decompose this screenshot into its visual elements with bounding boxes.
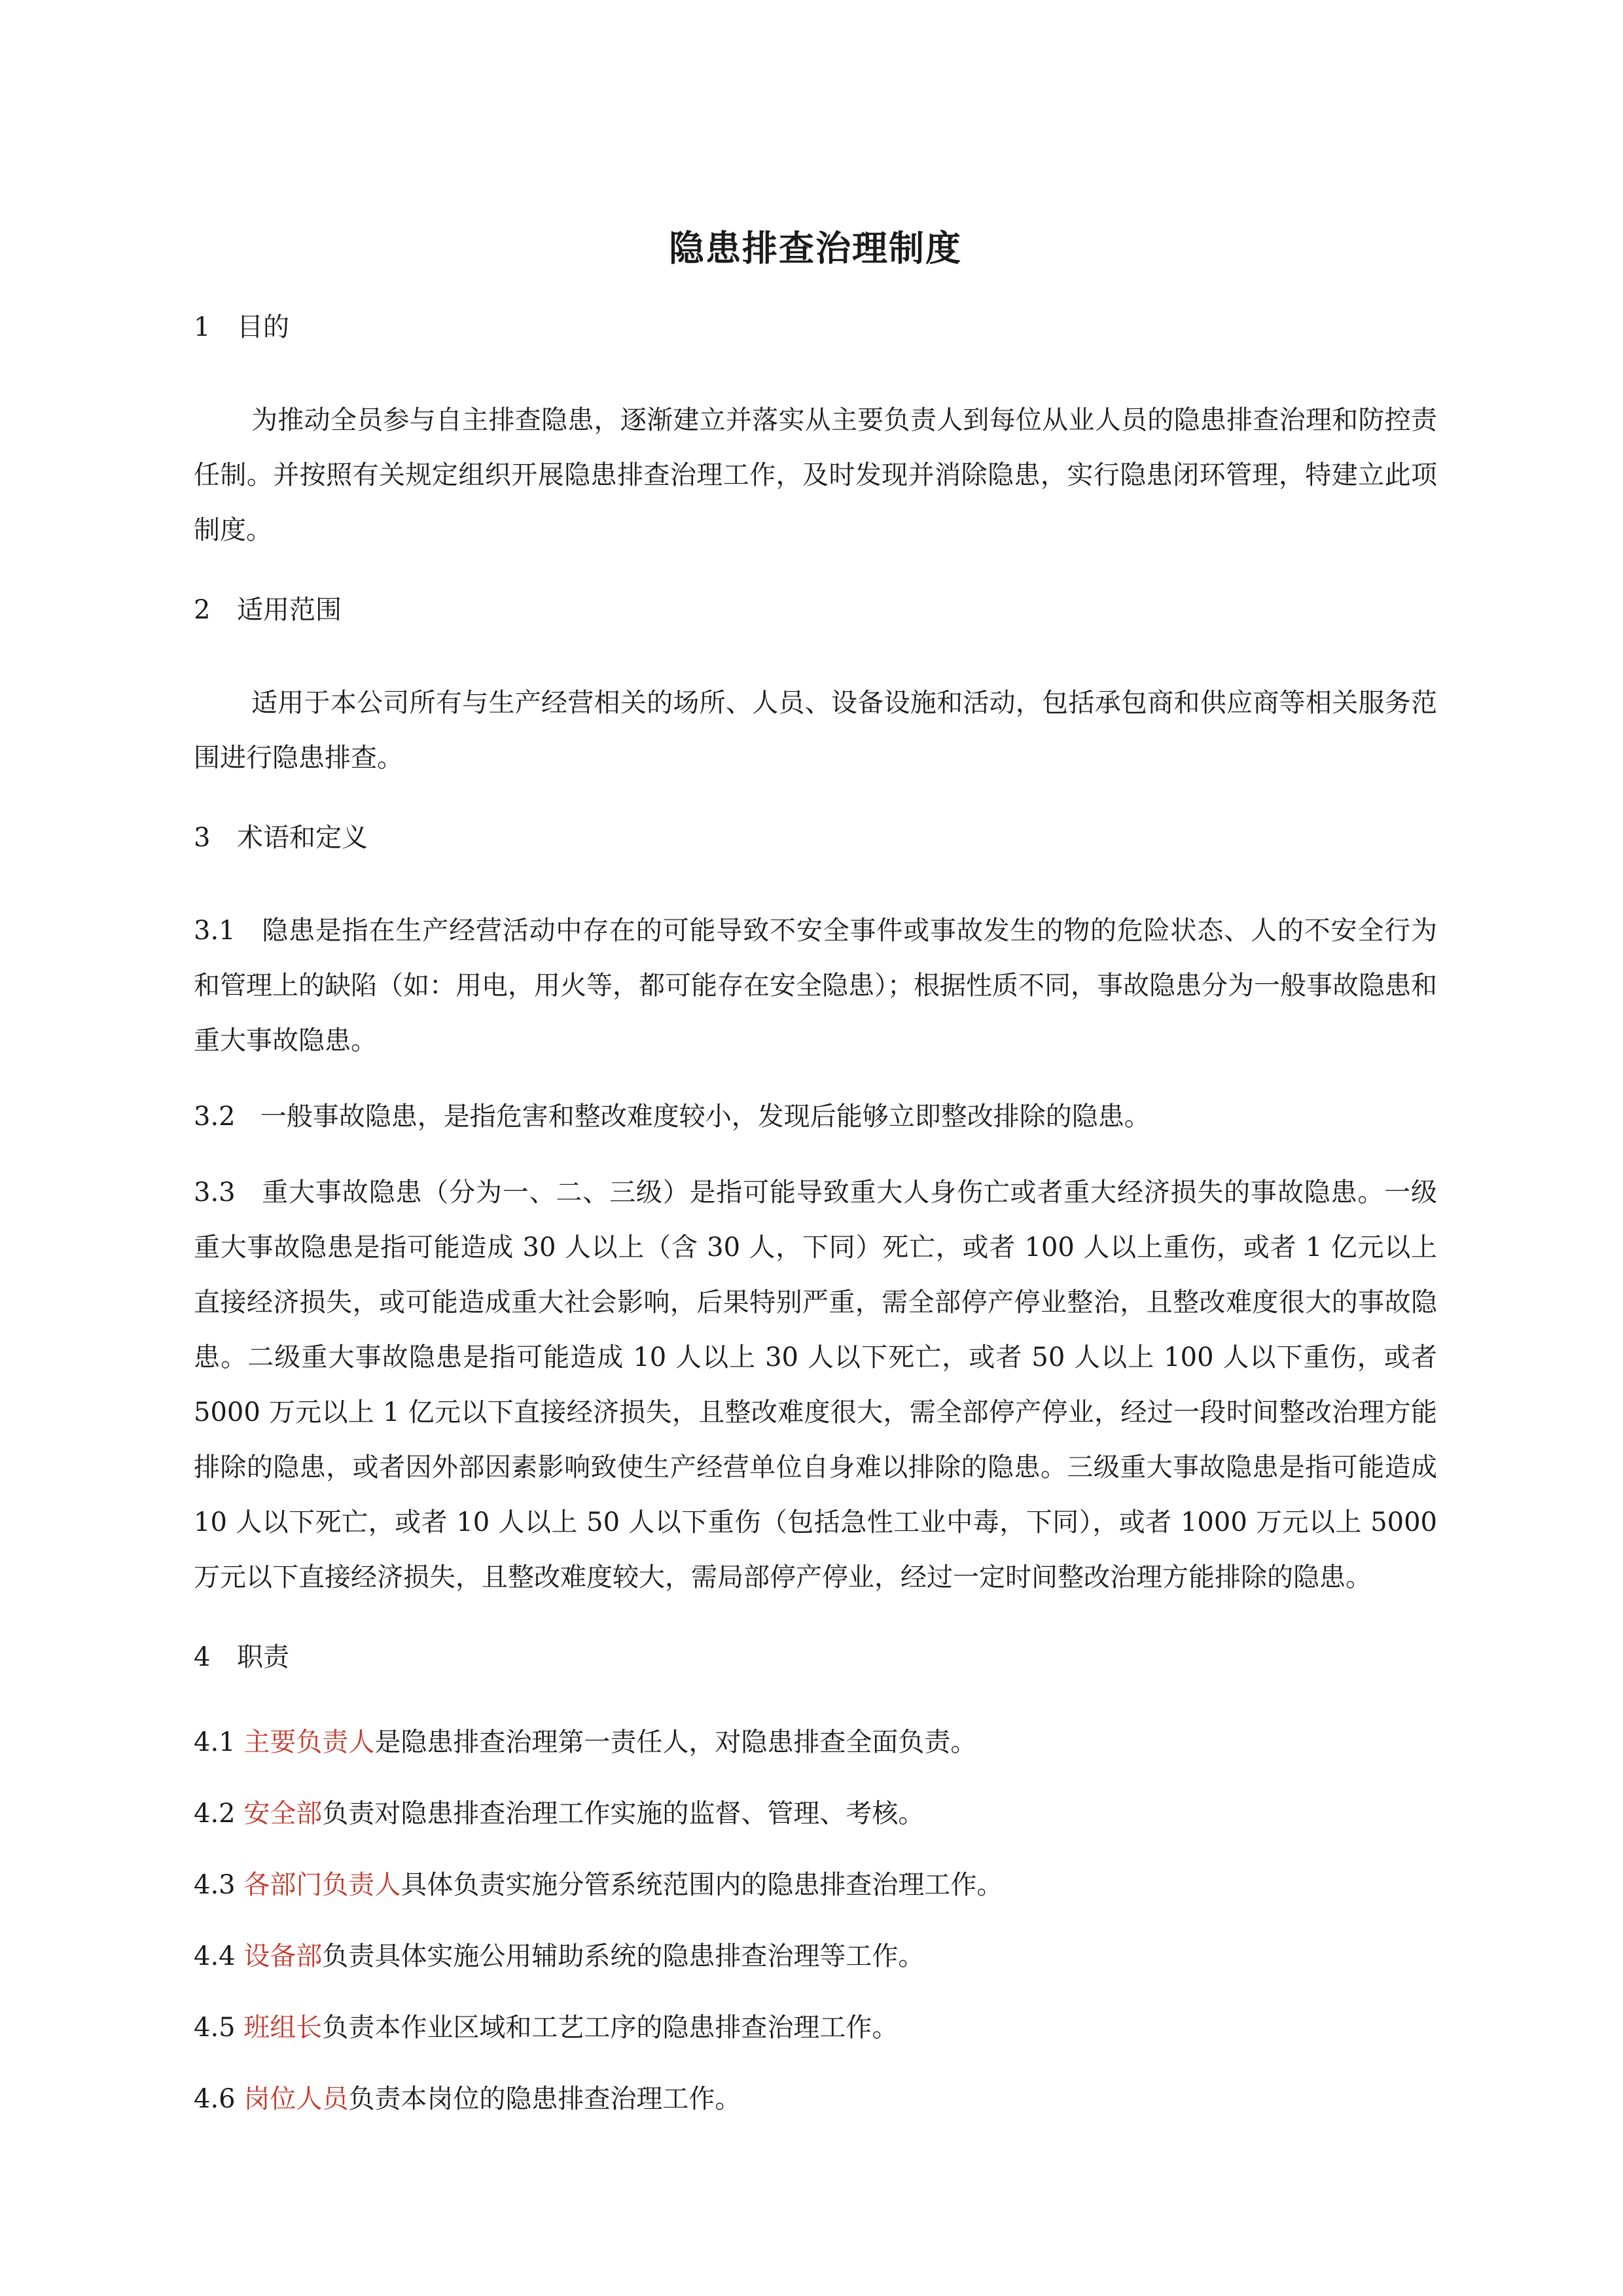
role-name: 班组长: [243, 2013, 323, 2043]
responsibility-item: [194, 1937, 1437, 1976]
role-duty: 负责具体实施公用辅助系统的隐患排查治理等工作。: [322, 1941, 925, 1971]
clause-number: 3.1: [194, 916, 236, 946]
clause-3-3: [194, 1165, 1437, 1605]
section-heading-purpose: [194, 308, 1437, 347]
section-number: 3: [194, 823, 211, 853]
role-name: 主要负责人: [243, 1727, 375, 1757]
section-number: 1: [194, 312, 211, 342]
role-name: 各部门负责人: [243, 1870, 401, 1900]
section-number: 2: [194, 595, 211, 625]
section-heading-terms: [194, 818, 1437, 857]
clause-number: 4.1: [194, 1727, 236, 1757]
section-title: 适用范围: [237, 595, 342, 625]
role-duty: 负责对隐患排查治理工作实施的监督、管理、考核。: [322, 1799, 925, 1829]
section-heading-scope: [194, 590, 1437, 630]
clause-text: 重大事故隐患（分为一、二、三级）是指可能导致重大人身伤亡或者重大经济损失的事故隐患。一级重大事故隐患是指可能造成 30 人以上（含 30 人，下同）死亡，或者 100 人以上重伤，或者 1 亿元以上直接经济损失，或可能造成重大社会影响，后果特别严重，需全部停产停业整治，且整改难度很大的事故隐患。二级重大事故隐患是指可能造成 10 人以上 30 人以下死亡，或者 50 人以上 100 人以下重伤，或者 5000 万元以上 1 亿元以下直接经济损失，且整改难度很大，需全部停产停业，经过一段时间整改治理方能排除的隐患，或者因外部因素影响致使生产经营单位自身难以排除的隐患。三级重大事故隐患是指可能造成 10 人以下死亡，或者 10 人以上 50 人以下重伤（包括急性工业中毒，下同），或者 1000 万元以上 5000 万元以下直接经济损失，且整改难度较大，需局部停产停业，经过一定时间整改治理方能排除的隐患。: [194, 1177, 1437, 1592]
role-name: 安全部: [243, 1799, 323, 1829]
clause-text: 一般事故隐患，是指危害和整改难度较小，发现后能够立即整改排除的隐患。: [260, 1102, 1150, 1132]
section-title: 目的: [237, 312, 289, 342]
clause-number: 4.2: [194, 1799, 236, 1829]
clause-number: 4.5: [194, 2013, 236, 2043]
role-name: 岗位人员: [243, 2084, 349, 2114]
responsibility-item: [194, 1865, 1437, 1905]
document-page: [194, 223, 1437, 2151]
role-duty: 具体负责实施分管系统范围内的隐患排查治理工作。: [401, 1870, 1003, 1900]
clause-number: 4.4: [194, 1941, 236, 1971]
clause-number: 3.2: [194, 1102, 236, 1132]
role-name: 设备部: [243, 1941, 323, 1971]
section-title: 术语和定义: [237, 823, 368, 853]
responsibility-item: [194, 2008, 1437, 2047]
purpose-paragraph: 为推动全员参与自主排查隐患，逐渐建立并落实从主要负责人到每位从业人员的隐患排查治理和防控责任制。并按照有关规定组织开展隐患排查治理工作，及时发现并消除隐患，实行隐患闭环管理，特建立此项制度。: [194, 405, 1437, 545]
role-duty: 是隐患排查治理第一责任人，对隐患排查全面负责。: [374, 1727, 977, 1757]
clause-text: 隐患是指在生产经营活动中存在的可能导致不安全事件或事故发生的物的危险状态、人的不安全行为和管理上的缺陷（如：用电，用火等，都可能存在安全隐患）；根据性质不同，事故隐患分为一般事故隐患和重大事故隐患。: [194, 916, 1437, 1056]
responsibility-item: [194, 2079, 1437, 2119]
responsibility-item: [194, 1794, 1437, 1833]
clause-3-2: [194, 1089, 1437, 1144]
document-title: 隐患排查治理制度: [669, 228, 962, 269]
clause-3-1: [194, 903, 1437, 1068]
clause-number: 4.3: [194, 1870, 236, 1900]
responsibility-item: [194, 1723, 1437, 1762]
section-heading-responsibilities: [194, 1638, 1437, 1677]
clause-number: 3.3: [194, 1177, 236, 1208]
scope-paragraph: 适用于本公司所有与生产经营相关的场所、人员、设备设施和活动，包括承包商和供应商等相关服务范围进行隐患排查。: [194, 688, 1437, 773]
section-title: 职责: [237, 1642, 289, 1672]
role-duty: 负责本岗位的隐患排查治理工作。: [348, 2084, 741, 2114]
clause-number: 4.6: [194, 2084, 236, 2114]
role-duty: 负责本作业区域和工艺工序的隐患排查治理工作。: [322, 2013, 899, 2043]
section-number: 4: [194, 1642, 211, 1672]
